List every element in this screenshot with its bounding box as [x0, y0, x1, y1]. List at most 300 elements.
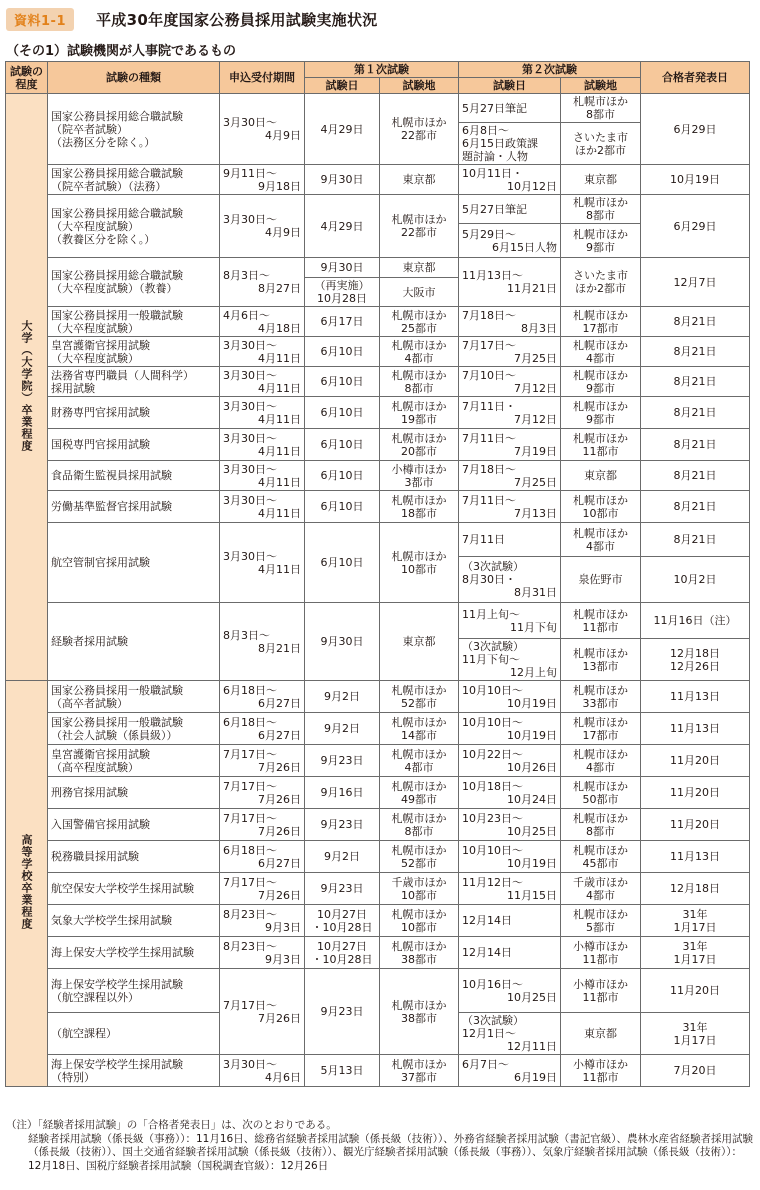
result-date: [641, 429, 750, 461]
second-exam-date-line: 7月25日: [514, 475, 557, 489]
result-date-line: 8月21日: [673, 345, 717, 358]
header-period: 申込受付期間: [220, 62, 305, 94]
exam-name: [48, 94, 220, 165]
second-exam-date-line: 10月26日: [507, 760, 557, 774]
second-exam-place-line: 札幌市ほか: [573, 399, 628, 413]
application-period: [220, 745, 305, 777]
second-exam-date: [459, 745, 561, 777]
table-row: [6, 603, 750, 639]
second-exam-date-line: 10月10日～: [462, 715, 523, 729]
second-exam-place-line: 11都市: [582, 990, 619, 1004]
second-exam-place-line: 9都市: [586, 381, 615, 395]
first-exam-place-line: 千歳市ほか: [391, 875, 447, 889]
first-exam-date: [305, 1055, 380, 1087]
second-exam-place-line: 札幌市ほか: [573, 811, 628, 825]
result-date-line: 6月29日: [673, 219, 717, 233]
second-exam-date-line: 6月7日～: [462, 1057, 509, 1071]
result-date-line: 11月20日: [670, 786, 720, 799]
first-exam-date-line: 6月10日: [320, 406, 364, 419]
first-exam-place-line: 10都市: [401, 920, 437, 934]
first-exam-place-line: 小樽市ほか: [391, 462, 447, 476]
exam-name-line: （院卒者試験）（法務）: [51, 179, 167, 193]
exam-name: [48, 809, 220, 841]
second-exam-place: [561, 94, 641, 123]
third-exam-place-line: 東京都: [584, 1027, 617, 1040]
application-period-line: 6月27日: [258, 856, 301, 870]
second-exam-date: [459, 969, 561, 1013]
first-exam-place-line: 札幌市ほか: [391, 843, 447, 857]
third-exam-place-line: ほか2都市: [575, 143, 626, 157]
result-date-line: 12月7日: [673, 275, 717, 289]
second-exam-place-line: 17都市: [582, 728, 619, 742]
exam-name: [48, 603, 220, 681]
result-date: [641, 397, 750, 429]
application-period: [220, 367, 305, 397]
table-row: [6, 745, 750, 777]
exam-name-line: （大卒程度試験）: [51, 321, 139, 335]
exam-name-line: 法務省専門職員（人間科学）: [51, 368, 194, 382]
application-period-line: 7月26日: [258, 888, 301, 902]
application-period: [220, 397, 305, 429]
application-period-line: 4月9日: [265, 129, 301, 142]
first-exam-date: [305, 777, 380, 809]
result-date-line: 11月20日: [670, 754, 720, 767]
second-exam-date-line: 6月19日: [514, 1070, 557, 1084]
second-exam-date-line: 7月11日～: [462, 493, 516, 507]
second-exam-date-line: 12月14日: [462, 946, 512, 959]
second-exam-date-line: 10月23日～: [462, 811, 523, 825]
first-exam-date-rerun-line: 10月28日: [317, 292, 367, 305]
second-exam-place-line: 17都市: [582, 321, 619, 335]
application-period-line: 3月30日～: [223, 213, 277, 226]
first-exam-date-line: 9月23日: [320, 818, 364, 831]
footnote: [6, 1119, 754, 1173]
table-subtitle: （その1）試験機関が人事院であるもの: [6, 44, 237, 59]
second-exam-place-line: 4都市: [586, 351, 615, 365]
result-date-line: 6月29日: [673, 122, 717, 136]
exam-name-line: 国家公務員採用一般職試験: [51, 715, 183, 729]
second-exam-date: [459, 603, 561, 639]
application-period-line: 7月17日～: [223, 779, 277, 793]
application-period-line: 4月11日: [258, 562, 301, 576]
second-exam-date-line: 10月19日: [507, 856, 557, 870]
first-exam-date: [305, 94, 380, 165]
application-period: [220, 461, 305, 491]
exam-name: [48, 681, 220, 713]
first-exam-place-line: 19都市: [401, 412, 437, 426]
first-exam-date-line: 9月30日: [320, 261, 364, 274]
exam-name: [48, 905, 220, 937]
exam-name-line: 労働基準監督官採用試験: [51, 500, 172, 513]
footnote-body: 経験者採用試験（係長級（事務））：11月16日、総務省経験者採用試験（係長級（技術））、外務省経験者採用試験（書記官級）、農林水産省経験者採用試験（係長級（技術））、国土交通省経験者採用試験（係長級（技術））、観光庁経験者採用試験（係長級（事務））、気象庁経験者採用試験（係長級（技術））：12月18日、国税庁経験者採用試験（国税調査官級）：12月26日: [28, 1132, 753, 1172]
second-exam-place-line: 4都市: [586, 760, 615, 774]
second-exam-date-line: 10月10日～: [462, 683, 523, 697]
second-exam-place-line: 千歳市ほか: [573, 875, 628, 889]
table-row: [6, 195, 750, 224]
table-row: [6, 937, 750, 969]
application-period-line: 4月11日: [258, 444, 301, 458]
application-period: [220, 713, 305, 745]
exam-name-sub: [48, 1013, 220, 1055]
second-exam-date: [459, 777, 561, 809]
first-exam-place-line: 札幌市ほか: [391, 308, 447, 322]
first-exam-date-line: 9月2日: [324, 722, 360, 735]
result-date-line: 7月20日: [673, 1064, 717, 1077]
second-exam-place-line: 5都市: [586, 920, 615, 934]
first-exam-date-line: 6月17日: [320, 315, 364, 328]
second-exam-place-line: 4都市: [586, 539, 615, 553]
application-period-line: 4月6日: [265, 1070, 301, 1084]
first-exam-date: [305, 337, 380, 367]
first-exam-date: [305, 905, 380, 937]
result-date-line: 11月13日: [670, 850, 720, 863]
first-exam-date-line: 4月29日: [320, 219, 364, 233]
exam-name-line: 国家公務員採用一般職試験: [51, 683, 183, 697]
table-row: [6, 461, 750, 491]
second-exam-date: [459, 94, 561, 123]
second-exam-place: [561, 1055, 641, 1087]
exam-name-line: （大卒程度試験）: [51, 351, 139, 365]
exam-name-line: （法務区分を除く。）: [51, 135, 156, 149]
first-exam-place-line: 札幌市ほか: [391, 399, 447, 413]
header-level: 試験の程度: [6, 62, 48, 94]
application-period: [220, 873, 305, 905]
third-exam-date-line: 6月8日～: [462, 124, 509, 137]
first-exam-place-line: 18都市: [401, 506, 437, 520]
first-exam-place: [380, 258, 459, 278]
third-exam-place: [561, 123, 641, 165]
table-row: [6, 397, 750, 429]
exam-name: [48, 337, 220, 367]
second-exam-place-line: 札幌市ほか: [573, 526, 628, 540]
first-exam-place: [380, 337, 459, 367]
first-exam-date: [305, 937, 380, 969]
second-exam-date: [459, 461, 561, 491]
result-date-line: 1月17日: [673, 920, 717, 934]
second-exam-date-line: 7月18日～: [462, 308, 516, 322]
first-exam-place-line: 22都市: [401, 129, 437, 142]
application-period-line: 4月11日: [258, 381, 301, 395]
application-period-line: 3月30日～: [223, 116, 277, 129]
exam-name: [48, 367, 220, 397]
application-period-line: 3月30日～: [223, 431, 277, 445]
application-period: [220, 603, 305, 681]
application-period: [220, 491, 305, 523]
second-exam-place-line: さいたま市: [573, 269, 628, 282]
second-exam-date: [459, 337, 561, 367]
second-exam-place: [561, 337, 641, 367]
application-period: [220, 429, 305, 461]
first-exam-date: [305, 745, 380, 777]
table-row: [6, 873, 750, 905]
second-exam-place-line: ほか2都市: [575, 282, 626, 295]
application-period: [220, 937, 305, 969]
table-row: [6, 713, 750, 745]
application-period-line: 9月18日: [258, 179, 301, 193]
first-exam-place-line: 札幌市ほか: [391, 939, 447, 953]
result-date: [641, 258, 750, 307]
second-exam-place: [561, 258, 641, 307]
first-exam-place: [380, 809, 459, 841]
result-date: [641, 809, 750, 841]
third-exam-date-line: 12月上旬: [510, 666, 557, 679]
first-exam-place-line: 4都市: [404, 760, 434, 774]
application-period-line: 3月30日～: [223, 462, 277, 476]
first-exam-date-line: 5月13日: [320, 1064, 364, 1077]
second-exam-place: [561, 397, 641, 429]
second-exam-place: [561, 713, 641, 745]
first-exam-place-line: 37都市: [401, 1070, 437, 1084]
first-exam-date: [305, 307, 380, 337]
third-result-date-line: 12月18日: [670, 646, 720, 660]
table-row: [6, 429, 750, 461]
third-result-date: [641, 557, 750, 603]
application-period-line: 6月18日～: [223, 843, 277, 857]
table-row: [6, 523, 750, 557]
header-result-date: 合格者発表日: [641, 62, 750, 94]
first-exam-place-line: 38都市: [401, 952, 437, 966]
second-exam-date-line: 7月17日～: [462, 338, 516, 352]
result-date: [641, 94, 750, 165]
exam-name-line: 刑務官採用試験: [51, 786, 128, 799]
exam-schedule-table: [5, 61, 750, 1087]
exam-name-line: 航空保安大学校学生採用試験: [51, 882, 194, 895]
second-exam-place-line: 東京都: [584, 469, 617, 482]
header-first-date: 試験日: [305, 78, 380, 94]
exam-name: [48, 873, 220, 905]
first-exam-place-line: 4都市: [404, 351, 434, 365]
application-period-line: 8月3日～: [223, 269, 270, 282]
application-period-line: 3月30日～: [223, 338, 277, 352]
application-period-line: 7月17日～: [223, 875, 277, 889]
application-period-line: 7月17日～: [223, 747, 277, 761]
result-date-line: 11月20日: [670, 984, 720, 997]
group-university-label: 大学（大学院）卒業程度: [20, 319, 33, 452]
first-exam-date: [305, 809, 380, 841]
application-period-line: 4月11日: [258, 506, 301, 520]
second-exam-date: [459, 258, 561, 307]
result-date-line: 1月17日: [673, 952, 717, 966]
first-exam-place-line: 札幌市ほか: [391, 338, 447, 352]
application-period: [220, 681, 305, 713]
application-period-line: 8月21日: [258, 641, 301, 655]
first-exam-place: [380, 841, 459, 873]
first-exam-date-line: 6月10日: [320, 500, 364, 513]
exam-name-line: 航空管制官採用試験: [51, 556, 150, 569]
second-exam-place-line: 札幌市ほか: [573, 747, 628, 761]
table-row: [6, 367, 750, 397]
application-period-line: 7月26日: [258, 824, 301, 838]
second-exam-place: [561, 937, 641, 969]
second-exam-place-line: 小樽市ほか: [573, 977, 628, 991]
second-exam-place-line: 札幌市ほか: [573, 308, 628, 322]
exam-name: [48, 777, 220, 809]
third-exam-date: [459, 1013, 561, 1055]
result-date: [641, 681, 750, 713]
exam-name-line: 国家公務員採用総合職試験: [51, 269, 183, 282]
application-period-line: 9月11日～: [223, 166, 277, 180]
first-exam-place: [380, 307, 459, 337]
third-exam-date-line: 12月1日～: [462, 1027, 516, 1040]
second-exam-place-line: 11都市: [582, 620, 619, 634]
second-exam-date: [459, 809, 561, 841]
third-result-date-line: 12月26日: [670, 659, 720, 673]
second-exam-place-line: 11都市: [582, 444, 619, 458]
second-exam-place-line: 札幌市ほか: [573, 493, 628, 507]
first-exam-place-line: 東京都: [402, 173, 436, 186]
result-date-line: 8月21日: [673, 406, 717, 419]
first-exam-date-line: 9月23日: [320, 754, 364, 767]
application-period-line: 3月30日～: [223, 549, 277, 563]
second-exam-place-line: 4都市: [586, 888, 615, 902]
first-exam-place-line: 38都市: [401, 1011, 437, 1025]
third-exam-date-line: 12月11日: [507, 1040, 557, 1053]
first-exam-place-line: 札幌市ほか: [391, 493, 447, 507]
exam-name: [48, 307, 220, 337]
second-exam-date-line: 11月下旬: [510, 620, 557, 634]
second-exam-place-line: 8都市: [586, 209, 615, 222]
third-exam-place-line: 札幌市ほか: [573, 227, 628, 241]
second-exam-date: [459, 307, 561, 337]
application-period-line: 7月26日: [258, 1011, 301, 1025]
second-exam-place: [561, 681, 641, 713]
table-row: [6, 1055, 750, 1087]
third-exam-place: [561, 224, 641, 258]
second-exam-date-line: 7月25日: [514, 351, 557, 365]
result-date: [641, 777, 750, 809]
second-exam-date-line: 10月19日: [507, 696, 557, 710]
first-exam-date-line: 10月27日: [317, 907, 367, 921]
second-exam-date-line: 10月24日: [507, 792, 557, 806]
second-exam-place-line: 小樽市ほか: [573, 1057, 628, 1071]
exam-name-sub-line: （航空課程）: [51, 1027, 117, 1040]
exam-name-line: （院卒者試験）: [51, 122, 128, 136]
exam-name-line: （航空課程以外）: [51, 990, 139, 1004]
first-exam-date: [305, 603, 380, 681]
third-exam-place: [561, 557, 641, 603]
first-exam-date-line: 9月30日: [320, 635, 364, 648]
application-period-line: 3月30日～: [223, 1057, 277, 1071]
first-exam-place: [380, 937, 459, 969]
second-exam-date-line: 11月上旬～: [462, 607, 520, 621]
exam-name: [48, 969, 220, 1013]
application-period: [220, 195, 305, 258]
group-high-school: [6, 681, 48, 1087]
table-row: [6, 258, 750, 278]
result-date: [641, 937, 750, 969]
exam-name: [48, 713, 220, 745]
result-date-line: 8月21日: [673, 375, 717, 388]
exam-name: [48, 523, 220, 603]
third-exam-date-line: （3次試験）: [462, 560, 524, 573]
document-header: [6, 7, 378, 31]
first-exam-place-line: 札幌市ほか: [391, 549, 447, 563]
third-result-date-line: 1月17日: [673, 1033, 717, 1047]
result-date: [641, 337, 750, 367]
second-exam-date: [459, 937, 561, 969]
application-period: [220, 809, 305, 841]
exam-name: [48, 841, 220, 873]
third-exam-date-line: 11月下旬～: [462, 653, 520, 666]
second-exam-date-line: 7月12日: [514, 412, 557, 426]
first-exam-place: [380, 745, 459, 777]
first-exam-place-line: 8都市: [404, 824, 434, 838]
first-exam-date: [305, 681, 380, 713]
third-exam-date-line: 8月31日: [514, 586, 557, 599]
first-exam-place: [380, 429, 459, 461]
result-date: [641, 367, 750, 397]
exam-name-line: 食品衛生監視員採用試験: [51, 469, 172, 482]
first-exam-date: [305, 461, 380, 491]
second-exam-place: [561, 165, 641, 195]
table-row: [6, 841, 750, 873]
footnote-intro: （注）「経験者採用試験」の「合格者発表日」は、次のとおりである。: [6, 1119, 337, 1131]
header-second-date: 試験日: [459, 78, 561, 94]
exam-name: [48, 491, 220, 523]
second-exam-date-line: 11月21日: [507, 282, 557, 295]
first-exam-place-line: 札幌市ほか: [391, 683, 447, 697]
result-date: [641, 713, 750, 745]
second-exam-place-line: 札幌市ほか: [573, 779, 628, 793]
third-result-date-line: 31年: [682, 1020, 708, 1034]
third-exam-date-line: 6月15日人物: [492, 240, 557, 254]
first-exam-date-line: 9月16日: [320, 786, 364, 799]
header-first-place: 試験地: [380, 78, 459, 94]
application-period: [220, 523, 305, 603]
second-exam-place-line: 8都市: [586, 824, 615, 838]
second-exam-place-line: 札幌市ほか: [573, 683, 628, 697]
result-date: [641, 841, 750, 873]
second-exam-date: [459, 905, 561, 937]
application-period: [220, 841, 305, 873]
group-high-school-label: 高等学校卒業程度: [20, 834, 33, 930]
third-exam-date: [459, 557, 561, 603]
second-exam-place: [561, 367, 641, 397]
third-exam-date: [459, 639, 561, 681]
second-exam-place-line: 東京都: [584, 173, 617, 186]
first-exam-date: [305, 397, 380, 429]
application-period-line: 3月30日～: [223, 493, 277, 507]
first-exam-place: [380, 367, 459, 397]
application-period-line: 8月23日～: [223, 907, 277, 921]
first-exam-place: [380, 603, 459, 681]
application-period-line: 4月11日: [258, 351, 301, 365]
result-date: [641, 491, 750, 523]
first-exam-date: [305, 841, 380, 873]
third-result-date-line: 10月2日: [673, 573, 717, 586]
second-exam-date: [459, 1055, 561, 1087]
second-exam-place: [561, 777, 641, 809]
first-exam-place: [380, 491, 459, 523]
application-period: [220, 165, 305, 195]
second-exam-place: [561, 523, 641, 557]
first-exam-date-line: 6月10日: [320, 438, 364, 451]
second-exam-place-line: 11都市: [582, 1070, 619, 1084]
second-exam-date-line: 7月11日: [462, 533, 505, 546]
application-period-line: 7月26日: [258, 760, 301, 774]
third-exam-date-line: 題討論・人物: [462, 150, 528, 163]
first-exam-place-line: 札幌市ほか: [391, 431, 447, 445]
first-exam-place-line: 札幌市ほか: [391, 747, 447, 761]
first-exam-date-line: 4月29日: [320, 122, 364, 136]
first-exam-place: [380, 165, 459, 195]
result-date: [641, 969, 750, 1013]
result-date: [641, 1055, 750, 1087]
third-exam-place-line: 13都市: [582, 659, 619, 673]
first-exam-date-rerun: [305, 278, 380, 307]
first-exam-date-line: 6月10日: [320, 556, 364, 569]
exam-name: [48, 165, 220, 195]
